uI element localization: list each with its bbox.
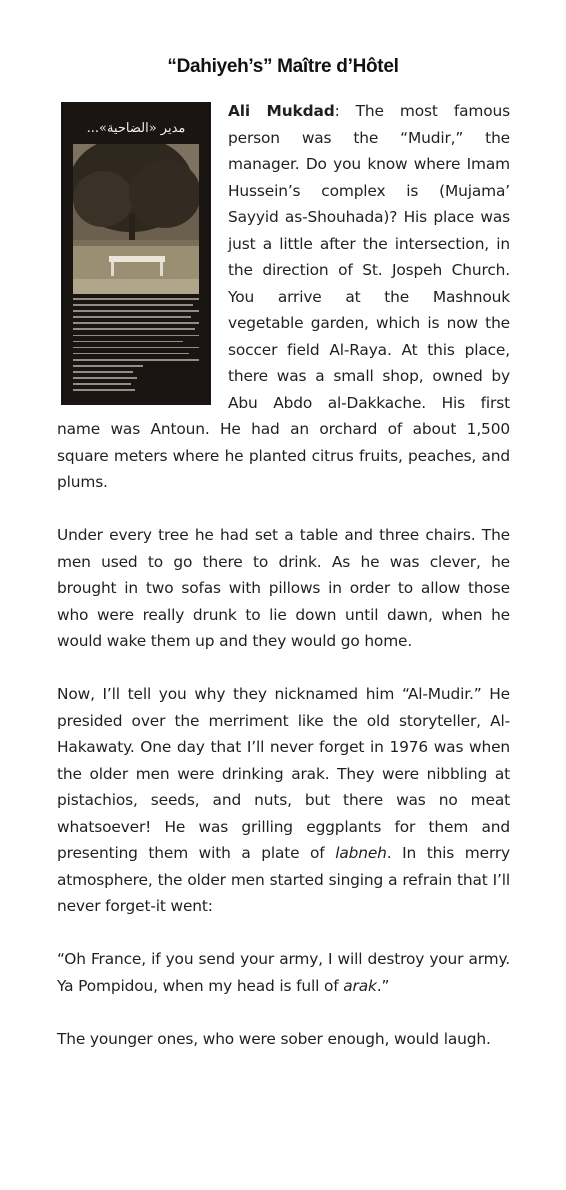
- arak-term: arak: [343, 976, 377, 995]
- page-title: “Dahiyeh’s” Maître d’Hôtel: [167, 56, 399, 77]
- orchard-photo-graphic: [73, 144, 199, 294]
- poster-image: [61, 102, 211, 405]
- quote-text-a: “Oh France, if you send your army, I will destroy your army. Ya Pompidou, when my head is full of: [57, 950, 510, 995]
- paragraph-1: [57, 98, 510, 496]
- paragraph-4-quote: [57, 946, 510, 999]
- labneh-term: labneh: [335, 844, 387, 862]
- poster-caption-block: [73, 298, 199, 396]
- quote-text-b: .”: [376, 976, 390, 995]
- paragraph-1-text: : The most famous person was the “Mudir,” the manager. Do you know where Imam Hussein’s complex is (Mujama’ Sayyid as-Shouhada)? His place was just a little after the intersection, in the direction of St. Jospeh Church. You arrive at the Mashnouk vegetable garden, which is now the soccer field Al-Raya. At this place, there was a small shop, owned by Abu Abdo al-Dakkache. His first name was Antoun. He had an orchard of about 1,500 square meters where he planted citrus fruits, peaches, and plums.: [57, 102, 510, 491]
- paragraph-3-text-a: Now, I’ll tell you why they nicknamed him “Al-Mudir.” He presided over the merriment like the old storyteller, Al-Hakawaty. One day that I’ll never forget in 1976 was when the older men were drinking arak. They were nibbling at pistachios, seeds, and nuts, but there was no meat whatsoever! He was grilling eggplants for them and presenting them with a plate of: [57, 685, 510, 862]
- paragraph-2: Under every tree he had set a table and three chairs. The men used to go there to drink. As he was clever, he brought in two sofas with pillows in order to allow those who were really drunk to lie down until dawn, when he would wake them up and they would go home.: [57, 526, 510, 650]
- speaker-name: Ali Mukdad: [228, 102, 335, 120]
- paragraph-5: The younger ones, who were sober enough, would laugh.: [57, 1029, 491, 1048]
- poster-heading: مدير «الضاحية»...: [86, 121, 186, 136]
- paragraph-3-text-b: . In this merry atmosphere, the older men started singing a refrain that I’ll never forget-it went:: [57, 844, 510, 915]
- article-body: [57, 98, 510, 1079]
- paragraph-3: [57, 681, 510, 920]
- poster-photo: [73, 144, 199, 294]
